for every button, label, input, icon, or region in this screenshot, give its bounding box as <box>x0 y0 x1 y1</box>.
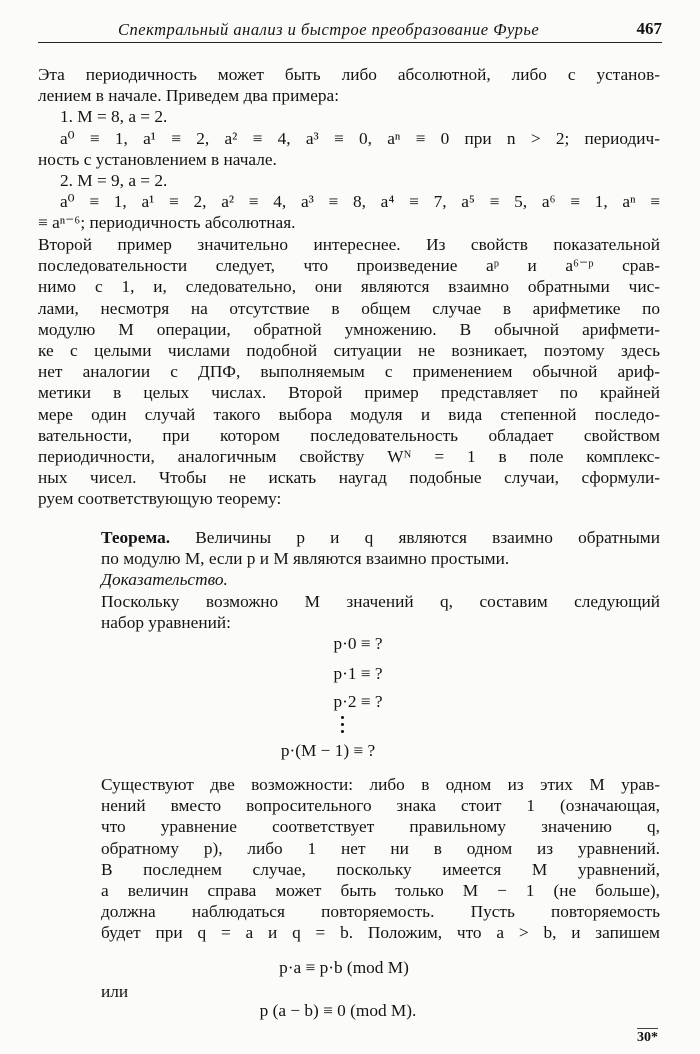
text-line: лением в начале. Приведем два примера: <box>38 86 340 106</box>
vertical-ellipsis <box>340 714 346 738</box>
text-line: будет при q = a и q = b. Положим, что a > b, и запишем <box>101 923 660 943</box>
example-1-heading: 1. M = 8, a = 2. <box>60 107 168 127</box>
text-line: по модулю M, если p и M являются взаимно простыми. <box>101 549 510 569</box>
text-line: нимо с 1, и, следовательно, они являются взаимно обратными чис- <box>38 277 660 297</box>
text-line: нет аналогии с ДПФ, выполняемым с применением обычной ариф- <box>38 362 660 382</box>
text-line: ность с установлением в начале. <box>38 149 277 169</box>
text-line: набор уравнений: <box>101 612 231 632</box>
text-line: лами, несмотря на отсутствие в общем случае в арифметике по <box>38 298 660 318</box>
text-line: Величины p и q являются взаимно обратными <box>195 528 660 547</box>
proof-label: Доказательство. <box>101 570 228 590</box>
text-line: ных чисел. Чтобы не искать наугад подобные случаи, сформули- <box>38 468 660 488</box>
text-line: Существуют две возможности: либо в одном из этих M урав- <box>101 775 660 794</box>
signature-mark: 30* <box>637 1030 658 1045</box>
example-2-formula: a⁰ ≡ 1, a¹ ≡ 2, a² ≡ 4, a³ ≡ 8, a⁴ ≡ 7, a⁵ ≡ 5, a⁶ ≡ 1, aⁿ ≡ <box>60 192 660 212</box>
or-word: или <box>101 982 129 1001</box>
text-line: В последнем случае, поскольку имеется M уравнений, <box>101 859 660 879</box>
paragraph-discussion <box>38 234 660 509</box>
text-line: нений вместо вопросительного знака стоит 1 (означающая, <box>101 796 660 816</box>
text-line: должна наблюдаться повторяемость. Пусть повторяемость <box>101 902 660 922</box>
text-line: Эта периодичность может быть либо абсолютной, либо с установ- <box>38 65 660 84</box>
equation: p·a ≡ p·b (mod M) <box>279 958 409 977</box>
equation: p·1 ≡ ? <box>333 664 383 683</box>
text-line: Поскольку возможно M значений q, составим следующий <box>101 591 660 611</box>
running-header <box>38 16 662 43</box>
paragraph-examples <box>38 64 660 234</box>
text-line: руем соответствующую теорему: <box>38 489 282 509</box>
text-line: обратному p), либо 1 нет ни в одном из уравнений. <box>101 838 660 858</box>
text-line: модулю M операции, обратной умножению. В обычной арифмети- <box>38 319 660 339</box>
text-line: что уравнение соответствует правильному значению q, <box>101 817 660 837</box>
page-number: 467 <box>636 19 662 38</box>
equation: p·(M − 1) ≡ ? <box>280 741 376 760</box>
text-line: вательности, при котором последовательность обладает свойством <box>38 425 660 445</box>
paragraph-proof <box>101 774 660 944</box>
header-title: Спектральный анализ и быстрое преобразование Фурье <box>118 20 540 39</box>
equation: p (a − b) ≡ 0 (mod M). <box>259 1001 417 1020</box>
text-line: Второй пример значительно интереснее. Из свойств показательной <box>38 235 660 254</box>
text-line: периодичности, аналогичным свойству Wᴺ = 1 в поле комплекс- <box>38 446 660 466</box>
text-line: ≡ aⁿ⁻⁶; периодичность абсолютная. <box>38 213 296 233</box>
equation: p·2 ≡ ? <box>333 692 383 711</box>
example-1-formula: a⁰ ≡ 1, a¹ ≡ 2, a² ≡ 4, a³ ≡ 0, aⁿ ≡ 0 при n > 2; периодич- <box>60 128 660 148</box>
text-line: последовательности следует, что произведение aᵖ и a⁶⁻ᵖ срав- <box>38 256 660 276</box>
text-line: мере один случай такого выбора модуля и вида степенной последо- <box>38 404 660 424</box>
theorem-label: Теорема. <box>101 528 171 547</box>
text-line: ке с целыми числами подобной ситуации не возникает, поэтому здесь <box>38 340 660 360</box>
theorem-block <box>101 527 660 633</box>
example-2-heading: 2. M = 9, a = 2. <box>60 170 168 190</box>
text-line: метики в целых числах. Второй пример представляет по крайней <box>38 383 660 403</box>
equation: p·0 ≡ ? <box>333 634 383 653</box>
text-line: а величин справа может быть только M − 1 (не больше), <box>101 880 660 900</box>
